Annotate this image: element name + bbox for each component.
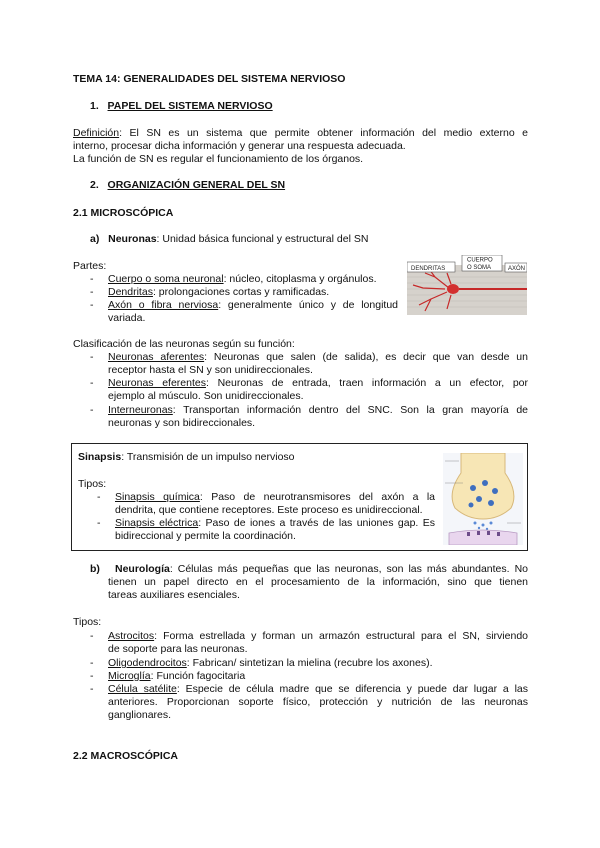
list-item: Microglía: Función fagocitaria [108,670,246,682]
label-cuerpo: CUERPO [467,257,493,264]
label-soma: O SOMA [467,265,492,271]
glia-tipos-label: Tipos: [73,616,102,628]
neuron-figure [407,255,527,315]
list-item: Astrocitos: Forma estrellada y forman un armazón estructural para el SN, sirviendo de soporte para las neuronas. [108,630,528,655]
section-2-heading: 2. ORGANIZACIÓN GENERAL DEL SN [90,179,286,191]
label-dendritas: DENDRITAS [411,266,446,272]
label-axon: AXÓN [508,266,526,272]
section-title: PAPEL DEL SISTEMA NERVIOSO [107,100,273,112]
clasificacion-label: Clasificación de las neuronas según su función: [73,338,295,350]
subsection-microscopica: 2.1 MICROSCÓPICA [73,207,174,219]
partes-label: Partes: [73,260,107,272]
definition-term: Definición [73,127,120,139]
list-item: Neuronas eferentes: Neuronas de entrada, traen información a un efector, por ejemplo al músculo. Son unidireccionales. [108,377,528,402]
sinapsis-definition: Sinapsis: Transmisión de un impulso nervioso [78,451,295,463]
sinapsis-box: Sinapsis: Transmisión de un impulso nervioso Tipos: - Sinapsis química: Paso de neurotransmisores del axón a la dendrita, que contiene receptores. Este proceso es unidireccional. - Sinapsis eléctrica: Paso de iones a través de las uniones gap. Es bidireccional y permite la coordinación. [71,443,528,551]
definition-paragraph: Definición: El SN es un sistema que permite obtener información del medio externo e interno, procesar dicha información y generar una respuesta adecuada. La función de SN es regular el funcionamiento de los órganos. [73,127,528,165]
neuron-diagram [407,255,527,315]
neurologia-paragraph: b) Neurología: Células más pequeñas que las neuronas, son las más abundantes. No tienen un papel directo en el procesamiento de la información, sino que tienen tareas auxiliares esenciales. [90,563,528,601]
list-item: Sinapsis eléctrica: Paso de iones a través de las uniones gap. Es bidireccional y permite la coordinación. [115,517,435,542]
synapse-figure [443,453,523,545]
synapse-diagram [443,453,523,545]
list-item: Célula satélite: Especie de célula madre que se diferencia y puede dar lugar a las anteriores. Proporcionan soporte físico, protección y nutrición de las neuronas ganglionares. [108,683,528,721]
sinapsis-tipos-label: Tipos: [78,478,107,490]
list-item: Sinapsis química: Paso de neurotransmisores del axón a la dendrita, que contiene receptores. Este proceso es unidireccional. [115,491,436,516]
page-title: TEMA 14: GENERALIDADES DEL SISTEMA NERVIOSO [73,73,346,85]
list-item: Oligodendrocitos: Fabrican/ sintetizan la mielina (recubre los axones). [108,657,433,669]
list-item: Axón o fibra nerviosa: generalmente único y de longitud variada. [108,299,398,324]
neuronas-line: a) Neuronas: Unidad básica funcional y estructural del SN [90,233,369,245]
subsection-macroscopica: 2.2 MACROSCÓPICA [73,750,179,762]
soma [447,284,459,294]
section-number: 1. [90,100,99,112]
section-1-heading [90,100,273,113]
list-item: Neuronas aferentes: Neuronas que salen (de salida), es decir que van desde un receptor hasta el SN y son unidireccionales. [108,351,528,376]
list-item: Cuerpo o soma neuronal: núcleo, citoplasma y orgánulos. [108,273,377,285]
list-item: Interneuronas: Transportan información dentro del SNC. Son la gran mayoría de neuronas y son bidireccionales. [108,404,528,429]
list-item: Dendritas: prolongaciones cortas y ramificadas. [108,286,330,298]
